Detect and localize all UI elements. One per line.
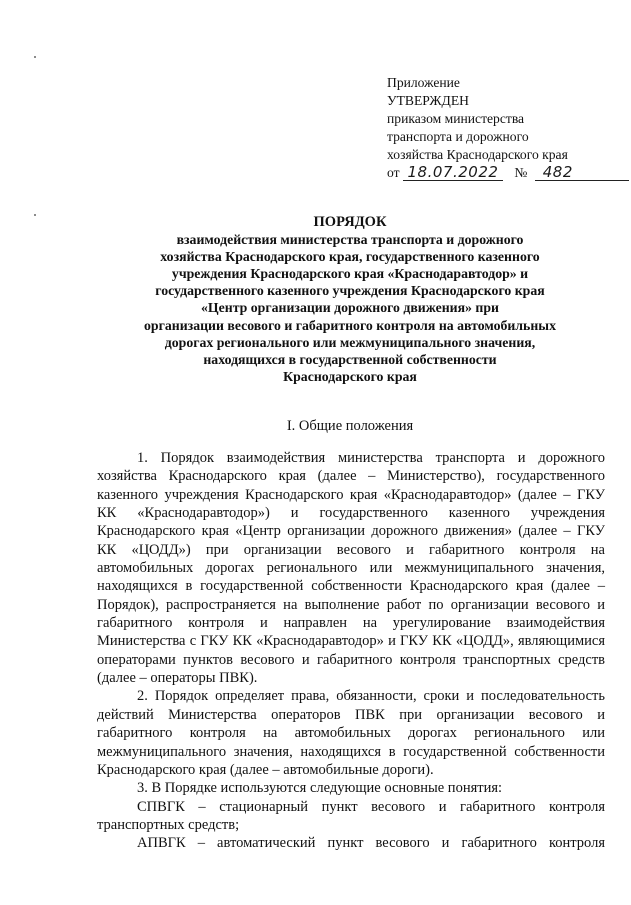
paragraph: СПВГК – стационарный пункт весового и габаритного контроля транспортных средств;: [97, 798, 605, 833]
section-heading: I. Общие положения: [286, 418, 414, 434]
title-line: государственного казенного учреждения Краснодарского края: [155, 283, 545, 299]
from-label: от: [387, 165, 400, 180]
approval-line: УТВЕРЖДЕН: [387, 93, 469, 108]
scan-speck: [34, 56, 36, 58]
handwritten-date: 18.07.2022: [403, 164, 503, 181]
approval-line: приказом министерства: [387, 111, 525, 126]
title-line: организации весового и габаритного контроля на автомобильных: [144, 317, 556, 333]
document-title: [90, 214, 610, 385]
handwritten-number: 482: [535, 164, 629, 181]
number-label: №: [514, 165, 528, 180]
title-line: «Центр организации дорожного движения» при: [201, 300, 499, 316]
approval-date-number-line: [387, 164, 627, 182]
document-body: [97, 449, 605, 853]
paragraph: 3. В Порядке используются следующие основные понятия:: [137, 780, 503, 797]
approval-stamp-block: [387, 74, 627, 182]
title-line: хозяйства Краснодарского края, государственного казенного: [160, 249, 540, 265]
title-line: дорогах регионального или межмуниципального значения,: [164, 334, 536, 350]
title-main: ПОРЯДОК: [313, 214, 387, 230]
approval-line: хозяйства Краснодарского края: [387, 147, 568, 162]
scan-speck: [34, 214, 36, 216]
approval-line: транспорта и дорожного: [387, 129, 529, 144]
paragraph: 1. Порядок взаимодействия министерства транспорта и дорожного хозяйства Краснодарского края (далее – Министерство), государственного казенного учреждения Краснодарского края «Краснодаравтодор» (далее – ГКУ КК «Краснодаравтодор») и государственного казенного учреждения Краснодарского края «Центр организации дорожного движения» (далее – ГКУ КК «ЦОДД») при организации весового и габаритного контроля на автомобильных дорогах регионального или межмуниципального значения, находящихся в государственной собственности Краснодарского края (далее – Порядок), распространяется на выполнение работ по организации весового и габаритного контроля и направлен на урегулирование взаимодействия Министерства с ГКУ КК «Краснодаравтодор» и ГКУ КК «ЦОДД», являющимися операторами пунктов весового и габаритного контроля транспортных средств (далее – операторы ПВК).: [97, 450, 605, 687]
title-line: учреждения Краснодарского края «Краснодаравтодор» и: [171, 266, 529, 282]
title-line: находящихся в государственной собственности: [203, 351, 497, 367]
approval-line: Приложение: [387, 75, 460, 90]
title-line: Краснодарского края: [283, 368, 417, 384]
paragraph: 2. Порядок определяет права, обязанности, сроки и последовательность действий Министерства операторов ПВК при организации весового и габаритного контроля на автомобильных дорогах регионального или межмуниципального значения, находящихся в государственной собственности Краснодарского края (далее – автомобильные дороги).: [97, 688, 605, 778]
title-line: взаимодействия министерства транспорта и дорожного: [176, 232, 524, 248]
paragraph: АПВГК – автоматический пункт весового и габаритного контроля: [137, 835, 605, 852]
